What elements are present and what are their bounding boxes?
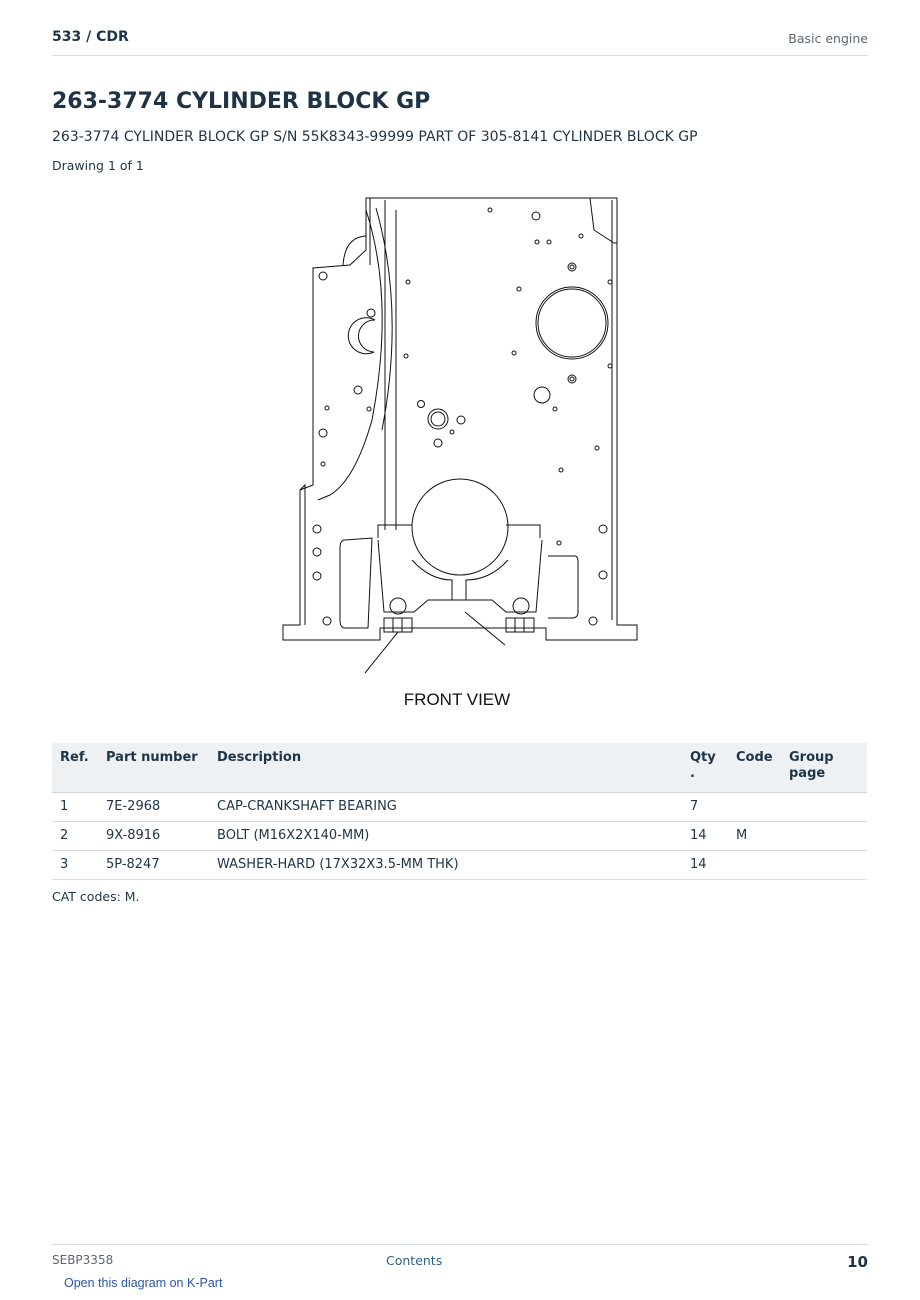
cylinder-block-diagram xyxy=(270,190,650,720)
table-header-row xyxy=(52,743,867,793)
open-kpart-link[interactable]: Open this diagram on K-Part xyxy=(64,1276,223,1290)
cell-qty: 7 xyxy=(682,793,728,822)
cell-qty: 14 xyxy=(682,851,728,880)
page-header xyxy=(52,28,868,56)
view-label: FRONT VIEW xyxy=(403,690,511,709)
table-row xyxy=(52,793,867,822)
col-group-page: Group page xyxy=(781,743,867,793)
cell-part-number: 9X-8916 xyxy=(98,822,209,851)
page-subtitle: 263-3774 CYLINDER BLOCK GP S/N 55K8343-99999 PART OF 305-8141 CYLINDER BLOCK GP xyxy=(52,129,698,145)
cell-ref: 3 xyxy=(52,851,98,880)
parts-table xyxy=(52,743,867,880)
col-code: Code xyxy=(728,743,781,793)
cell-code xyxy=(728,851,781,880)
drawing-counter: Drawing 1 of 1 xyxy=(52,158,144,173)
contents-link[interactable]: Contents xyxy=(386,1253,443,1268)
cell-code: M xyxy=(728,822,781,851)
cat-codes-note: CAT codes: M. xyxy=(52,889,140,904)
cell-description: BOLT (M16X2X140-MM) xyxy=(209,822,682,851)
cell-group-page xyxy=(781,822,867,851)
col-ref: Ref. xyxy=(52,743,98,793)
table-row xyxy=(52,822,867,851)
page-number: 10 xyxy=(847,1253,868,1271)
col-qty: Qty . xyxy=(682,743,728,793)
page-footer xyxy=(52,1244,868,1275)
section-breadcrumb: 533 / CDR xyxy=(52,29,129,45)
cell-description: CAP-CRANKSHAFT BEARING xyxy=(209,793,682,822)
cell-ref: 2 xyxy=(52,822,98,851)
col-part-number: Part number xyxy=(98,743,209,793)
cylinder-block-drawing xyxy=(270,190,650,720)
document-id: SEBP3358 xyxy=(52,1253,114,1267)
cell-group-page xyxy=(781,793,867,822)
cell-part-number: 5P-8247 xyxy=(98,851,209,880)
cell-part-number: 7E-2968 xyxy=(98,793,209,822)
cell-description: WASHER-HARD (17X32X3.5-MM THK) xyxy=(209,851,682,880)
table-row xyxy=(52,851,867,880)
cell-qty: 14 xyxy=(682,822,728,851)
chapter-label: Basic engine xyxy=(788,31,868,46)
cell-group-page xyxy=(781,851,867,880)
col-description: Description xyxy=(209,743,682,793)
page-title: 263-3774 CYLINDER BLOCK GP xyxy=(52,89,431,114)
cell-code xyxy=(728,793,781,822)
cell-ref: 1 xyxy=(52,793,98,822)
